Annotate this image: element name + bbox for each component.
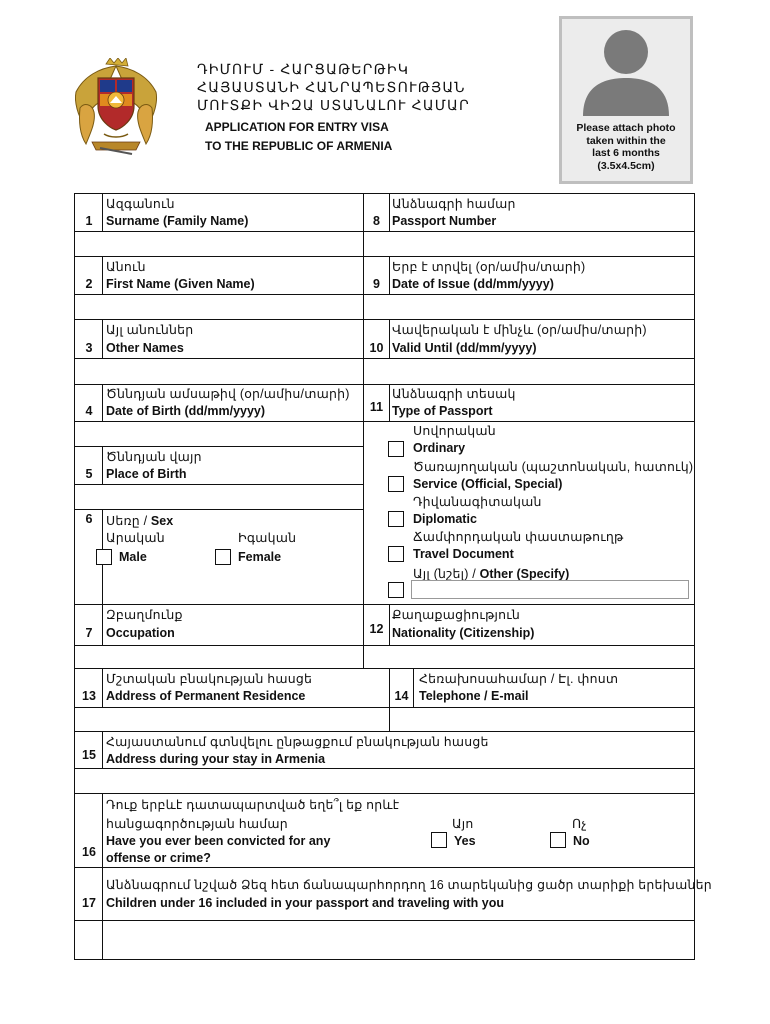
travel-document-label: Travel Document xyxy=(413,547,514,561)
photo-instruction-1: Please attach photo xyxy=(576,122,676,134)
sex-label: Sex xyxy=(150,514,174,528)
date-of-issue-label: Date of Issue (dd/mm/yyyy) xyxy=(392,277,554,291)
nationality-label: Nationality (Citizenship) xyxy=(392,626,535,640)
telephone-email-label: Telephone / E-mail xyxy=(419,689,529,703)
telephone-email-input[interactable] xyxy=(390,708,694,731)
conviction-question-hy-2: հանցագործության համար xyxy=(106,817,288,831)
diplomatic-checkbox[interactable] xyxy=(388,511,404,527)
passport-number-label: Passport Number xyxy=(392,214,497,228)
diplomatic-label-hy: Դիվանագիտական xyxy=(413,495,542,509)
photo-instruction-3: last 6 months xyxy=(592,147,660,159)
field-number-9: 9 xyxy=(373,277,380,291)
field-number-8: 8 xyxy=(373,214,380,228)
header-title-en-1: APPLICATION FOR ENTRY VISA xyxy=(205,120,389,134)
date-of-birth-label: Date of Birth (dd/mm/yyyy) xyxy=(106,404,266,418)
passport-number-label-hy: Անձնագրի համար xyxy=(392,197,516,211)
field-number-16: 16 xyxy=(82,845,96,859)
date-of-issue-label-hy: Երբ է տրվել (օր/ամիս/տարի) xyxy=(392,260,586,274)
other-type-checkbox[interactable] xyxy=(388,582,404,598)
field-number-13: 13 xyxy=(82,689,96,703)
children-label: Children under 16 included in your passport and traveling with you xyxy=(106,896,504,910)
date-of-birth-input[interactable] xyxy=(75,422,363,446)
male-checkbox[interactable] xyxy=(96,549,112,565)
other-type-specify-input[interactable] xyxy=(411,580,689,599)
service-checkbox[interactable] xyxy=(388,476,404,492)
field-number-12: 12 xyxy=(369,622,384,636)
stay-address-input[interactable] xyxy=(75,769,694,793)
header-title-hy-1: ԴԻՄՈՒՄ - ՀԱՐՑԱԹԵՐԹԻԿ xyxy=(197,61,410,77)
male-label: Male xyxy=(119,550,147,564)
service-label: Service (Official, Special) xyxy=(413,477,563,491)
first-name-label-hy: Անուն xyxy=(106,260,146,274)
photo-instruction-4: (3.5x4.5cm) xyxy=(597,159,655,172)
children-label-hy: Անձնագրում նշված Ձեզ հետ ճանապարհորդող 16 տարեկանից ցածր տարիքի երեխաներ xyxy=(106,878,712,892)
female-label: Female xyxy=(238,550,282,564)
nationality-input[interactable] xyxy=(364,646,694,668)
person-silhouette-icon xyxy=(579,26,673,116)
field-number-14: 14 xyxy=(394,689,409,703)
field-number-11: 11 xyxy=(369,400,384,414)
sex-label-hy: Սեռը / xyxy=(106,514,151,528)
children-input[interactable] xyxy=(75,921,694,959)
coat-of-arms-emblem xyxy=(70,58,162,158)
diplomatic-label: Diplomatic xyxy=(413,512,477,526)
male-label-hy: Արական xyxy=(106,531,165,545)
field-number-7: 7 xyxy=(85,626,93,640)
header-title-en-2: TO THE REPUBLIC OF ARMENIA xyxy=(205,139,393,153)
valid-until-label: Valid Until (dd/mm/yyyy) xyxy=(392,341,537,355)
conviction-question-2: offense or crime? xyxy=(106,851,211,865)
field-number-6: 6 xyxy=(85,512,93,526)
conviction-question-1: Have you ever been convicted for any xyxy=(106,834,331,848)
conviction-no-checkbox[interactable] xyxy=(550,832,566,848)
header-title-hy-3: ՄՈՒՏՔԻ ՎԻԶԱ ՍՏԱՆԱԼՈՒ ՀԱՄԱՐ xyxy=(197,97,470,113)
field-number-2: 2 xyxy=(85,277,93,291)
service-label-hy: Ծառայողական (պաշտոնական, հատուկ) xyxy=(413,460,694,474)
field-number-5: 5 xyxy=(85,467,93,481)
occupation-label-hy: Զբաղմունք xyxy=(106,608,183,622)
field-number-10: 10 xyxy=(369,341,384,355)
field-number-1: 1 xyxy=(85,214,93,228)
other-names-input[interactable] xyxy=(75,359,363,384)
occupation-label: Occupation xyxy=(106,626,175,640)
field-number-3: 3 xyxy=(85,341,93,355)
other-names-label-hy: Այլ անուններ xyxy=(106,323,194,337)
yes-label: Yes xyxy=(454,834,476,848)
travel-document-checkbox[interactable] xyxy=(388,546,404,562)
date-of-birth-label-hy: Ծննդյան ամսաթիվ (օր/ամիս/տարի) xyxy=(106,387,350,401)
ordinary-label: Ordinary xyxy=(413,441,466,455)
travel-document-label-hy: Ճամփորդական փաստաթուղթ xyxy=(413,530,624,544)
place-of-birth-input[interactable] xyxy=(75,485,363,509)
field-number-15: 15 xyxy=(82,748,96,762)
female-label-hy: Իգական xyxy=(238,531,297,545)
place-of-birth-label: Place of Birth xyxy=(106,467,187,481)
passport-type-label: Type of Passport xyxy=(392,404,493,418)
female-checkbox[interactable] xyxy=(215,549,231,565)
permanent-address-label: Address of Permanent Residence xyxy=(106,689,306,703)
no-label-hy: Ոչ xyxy=(572,817,587,831)
valid-until-input[interactable] xyxy=(364,359,694,384)
date-of-issue-input[interactable] xyxy=(364,295,694,319)
conviction-yes-checkbox[interactable] xyxy=(431,832,447,848)
field-number-4: 4 xyxy=(85,404,93,418)
stay-address-label-hy: Հայաստանում գտնվելու ընթացքում բնակության հասցե xyxy=(106,735,489,749)
photo-upload-box[interactable] xyxy=(559,16,693,184)
passport-number-input[interactable] xyxy=(364,232,694,256)
no-label: No xyxy=(573,834,590,848)
other-names-label: Other Names xyxy=(106,341,184,355)
header-title-hy-2: ՀԱՅԱՍՏԱՆԻ ՀԱՆՐԱՊԵՏՈՒԹՅԱՆ xyxy=(197,79,466,95)
first-name-label: First Name (Given Name) xyxy=(106,277,255,291)
conviction-question-hy-1: Դուք երբևէ դատապարտված եղե՞լ եք որևէ xyxy=(106,798,400,812)
occupation-input[interactable] xyxy=(75,646,363,668)
field-number-17: 17 xyxy=(82,896,96,910)
ordinary-label-hy: Սովորական xyxy=(413,424,496,438)
surname-label: Surname (Family Name) xyxy=(106,214,249,228)
passport-type-label-hy: Անձնագրի տեսակ xyxy=(392,387,516,401)
nationality-label-hy: Քաղաքացիություն xyxy=(392,608,520,622)
stay-address-label: Address during your stay in Armenia xyxy=(106,752,326,766)
ordinary-checkbox[interactable] xyxy=(388,441,404,457)
surname-input[interactable] xyxy=(75,232,363,256)
surname-label-hy: Ազգանուն xyxy=(106,197,175,211)
other-type-label-hy: Այլ (նշել) / xyxy=(413,567,480,581)
place-of-birth-label-hy: Ծննդյան վայր xyxy=(106,450,202,464)
permanent-address-input[interactable] xyxy=(75,708,388,731)
yes-label-hy: Այո xyxy=(452,817,474,831)
photo-instruction-2: taken within the xyxy=(586,134,666,147)
telephone-email-label-hy: Հեռախոսահամար / Էլ. փոստ xyxy=(419,672,619,686)
permanent-address-label-hy: Մշտական բնակության հասցե xyxy=(106,672,313,686)
valid-until-label-hy: Վավերական է մինչև (օր/ամիս/տարի) xyxy=(392,323,647,337)
first-name-input[interactable] xyxy=(75,295,363,319)
other-type-label: Other (Specify) xyxy=(479,567,570,581)
